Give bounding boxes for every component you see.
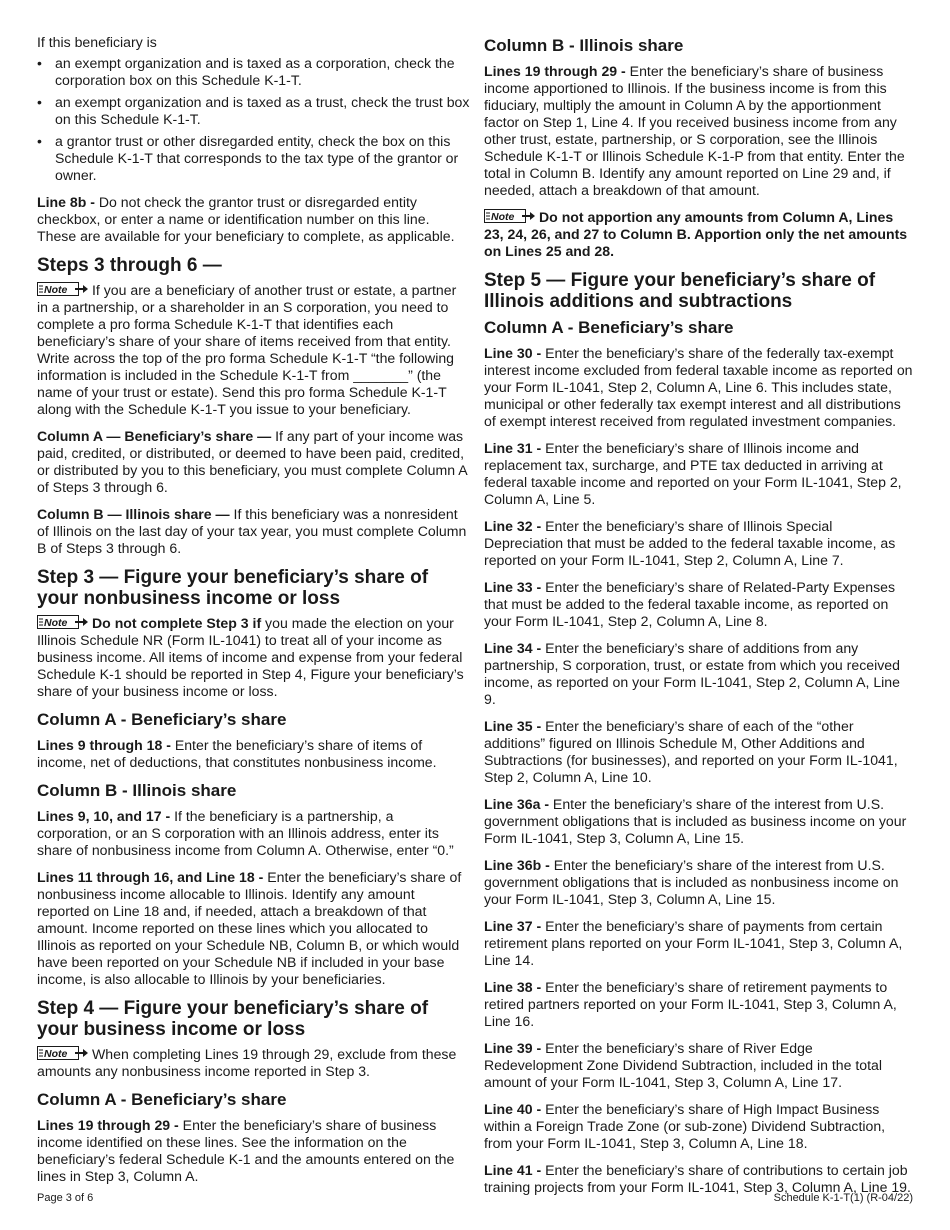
- step-5-heading: Step 5 — Figure your beneficiary’s share of Illinois additions and subtractions: [484, 270, 876, 312]
- step-3-column-b-paragraph-1: [37, 808, 470, 859]
- note-text: If you are a beneficiary of another trust or estate, a partner in a partnership, or a shareholder in an S corporation, you need to complete a pro forma Schedule K-1-T that identifies each beneficiary’s share of your share of items received from that entity. Write across the top of the pro forma Schedule K-1-T “the following information is included in the Schedule K-1-T from _______” (the name of your trust or estate). Send this pro forma Schedule K-1-T along with the Schedule K-1-T you issue to your beneficiary.: [37, 282, 457, 417]
- line-label: Column A — Beneficiary’s share —: [37, 428, 272, 444]
- line-label: Line 40 -: [484, 1101, 542, 1117]
- line-38-paragraph: [484, 979, 914, 1030]
- note-text: you made the election on your Illinois Schedule NR (Form IL-1041) to treat all of your income as business income. All items of income and expense from your federal Schedule K-1 should be reported in Step 4, Figure your beneficiary’s share of your business income or loss.: [37, 615, 464, 699]
- column-b-paragraph: [37, 506, 470, 557]
- line-text: Do not check the grantor trust or disregarded entity checkbox, or enter a name or identification number on this line. These are available for your beneficiary to complete, as applicable.: [37, 194, 455, 244]
- step-4-note: [37, 1046, 470, 1080]
- page-number: Page 3 of 6: [37, 1192, 94, 1204]
- note-text: When completing Lines 19 through 29, exclude from these amounts any nonbusiness income reported in Step 3.: [37, 1046, 457, 1079]
- line-text: Enter the beneficiary’s share of High Impact Business within a Foreign Trade Zone (or sub-zone) Dividend Subtraction, from your Form IL-1041, Step 3, Column A, Line 18.: [484, 1101, 886, 1151]
- line-text: Enter the beneficiary’s share of items of income, net of deductions, that constitutes nonbusiness income.: [37, 737, 437, 770]
- line-text: Enter the beneficiary’s share of retirement payments to retired partners reported on your Form IL-1041, Step 3, Column A, Line 16.: [484, 979, 897, 1029]
- line-text: Enter the beneficiary’s share of each of the “other additions” figured on Illinois Schedule M, Other Additions and Subtractions (for businesses), and reported on your Form IL-1041, Step 2, Column A, Line 10.: [484, 718, 898, 785]
- line-36b-paragraph: [484, 857, 914, 908]
- line-label: Line 30 -: [484, 345, 542, 361]
- line-label: Line 34 -: [484, 640, 542, 656]
- note-bold-text: Do not apportion any amounts from Column A, Lines 23, 24, 26, and 27 to Column B. Apportion only the net amounts on Lines 25 and 28.: [484, 209, 908, 259]
- step-3-note: [37, 615, 470, 700]
- line-41-paragraph: [484, 1162, 914, 1196]
- line-text: Enter the beneficiary’s share of contributions to certain job training projects from your Form IL-1041, Step 3, Column A, Line 19.: [484, 1162, 911, 1195]
- apportion-note: [484, 209, 914, 260]
- steps-3-through-6-note: [37, 282, 470, 418]
- line-label: Line 38 -: [484, 979, 542, 995]
- line-text: Enter the beneficiary’s share of Related-Party Expenses that must be added to the federal taxable income, as reported on your Form IL-1041, Step 2, Column A, Line 8.: [484, 579, 896, 629]
- line-text: Enter the beneficiary’s share of the federally tax-exempt interest income excluded from federal taxable income as reported on your Form IL-1041, Step 2, Column A, Line 6. This includes state, municipal or other federally tax exempt interest and all distributions of exempt interest received from regulated investment companies.: [484, 345, 913, 429]
- line-text: Enter the beneficiary’s share of additions from any partnership, S corporation, trust, or estate from which you received income, as reported on your Form IL-1041, Step 2, Column A, Line 9.: [484, 640, 900, 707]
- line-text: Enter the beneficiary’s share of the interest from U.S. government obligations that is included as nonbusiness income on your Form IL-1041, Step 3, Column A, Line 15.: [484, 857, 899, 907]
- line-text: Enter the beneficiary’s share of the interest from U.S. government obligations that is included as business income on your Form IL-1041, Step 3, Column A, Line 15.: [484, 796, 907, 846]
- line-34-paragraph: [484, 640, 914, 708]
- step-4-column-a-paragraph: [37, 1117, 470, 1185]
- line-label: Lines 11 through 16, and Line 18 -: [37, 869, 264, 885]
- line-8b-paragraph: [37, 194, 470, 245]
- step-3-column-a-paragraph: [37, 737, 470, 771]
- line-text: If the beneficiary is a partnership, a corporation, or an S corporation with an Illinois address, enter its share of nonbusiness income from Column A. Otherwise, enter “0.”: [37, 808, 454, 858]
- note-icon: [37, 282, 89, 296]
- step-4-column-a-heading: Column A - Beneficiary’s share: [37, 1090, 287, 1109]
- line-label: Line 37 -: [484, 918, 542, 934]
- line-text: If any part of your income was paid, credited, or distributed, or deemed to have been paid, credited, or distributed by you to this beneficiary, you must complete Column A of Steps 3 through 6.: [37, 428, 467, 495]
- right-column: [484, 34, 914, 1206]
- line-32-paragraph: [484, 518, 914, 569]
- line-label: Line 8b -: [37, 194, 95, 210]
- line-37-paragraph: [484, 918, 914, 969]
- line-35-paragraph: [484, 718, 914, 786]
- note-icon: [37, 615, 89, 629]
- line-text: Enter the beneficiary’s share of Illinois income and replacement tax, surcharge, and PTE tax deducted in arriving at federal taxable income and reported on your Form IL-1041, Step 2, Column A, Line 5.: [484, 440, 902, 507]
- line-text: Enter the beneficiary’s share of business income identified on these lines. See the information on the beneficiary’s federal Schedule K-1 and the amounts entered on the lines in Step 3, Column A.: [37, 1117, 455, 1184]
- svg-text:Note: Note: [44, 284, 68, 296]
- steps-3-through-6-heading: Steps 3 through 6 —: [37, 255, 222, 276]
- note-bold-text: Do not complete Step 3 if: [92, 615, 262, 631]
- line-label: Line 39 -: [484, 1040, 542, 1056]
- step-3-column-b-paragraph-2: [37, 869, 470, 988]
- line-label: Line 36b -: [484, 857, 550, 873]
- line-label: Line 31 -: [484, 440, 542, 456]
- line-text: If this beneficiary was a nonresident of Illinois on the last day of your tax year, you must complete Column B of Steps 3 through 6.: [37, 506, 467, 556]
- svg-text:Note: Note: [491, 211, 515, 223]
- column-a-paragraph: [37, 428, 470, 496]
- step-4-heading: Step 4 — Figure your beneficiary’s share of your business income or loss: [37, 998, 429, 1040]
- step-3-column-b-heading: Column B - Illinois share: [37, 781, 237, 800]
- line-30-paragraph: [484, 345, 914, 430]
- line-36a-paragraph: [484, 796, 914, 847]
- step-5-line-list: [484, 345, 914, 1196]
- list-item: • a grantor trust or other disregarded entity, check the box on this Schedule K-1-T that corresponds to the tax type of the grantor or owner.: [37, 133, 470, 184]
- line-label: Line 33 -: [484, 579, 542, 595]
- svg-text:Note: Note: [44, 1048, 68, 1060]
- line-label: Lines 19 through 29 -: [37, 1117, 179, 1133]
- step-3-heading: Step 3 — Figure your beneficiary’s share of your nonbusiness income or loss: [37, 567, 429, 609]
- line-text: Enter the beneficiary’s share of River Edge Redevelopment Zone Dividend Subtraction, included in the total amount of your Form IL-1041, Step 3, Column A, Line 17.: [484, 1040, 883, 1090]
- left-column: [37, 34, 470, 1195]
- note-icon: [37, 1046, 89, 1060]
- line-label: Line 32 -: [484, 518, 542, 534]
- line-label: Column B — Illinois share —: [37, 506, 230, 522]
- step-4-column-b-heading: Column B - Illinois share: [484, 36, 684, 55]
- line-label: Lines 19 through 29 -: [484, 63, 626, 79]
- line-text: Enter the beneficiary’s share of Illinois Special Depreciation that must be added to the federal taxable income, as reported on your Form IL-1041, Step 2, Column A, Line 7.: [484, 518, 896, 568]
- line-text: Enter the beneficiary’s share of payments from certain retirement plans reported on your Form IL-1041, Step 3, Column A, Line 14.: [484, 918, 903, 968]
- line-31-paragraph: [484, 440, 914, 508]
- line-label: Lines 9 through 18 -: [37, 737, 171, 753]
- beneficiary-intro: If this beneficiary is: [37, 34, 157, 50]
- svg-text:Note: Note: [44, 617, 68, 629]
- step-4-column-b-paragraph: [484, 63, 914, 199]
- line-label: Line 36a -: [484, 796, 550, 812]
- beneficiary-type-list: [37, 55, 470, 184]
- form-identifier: Schedule K-1-T(1) (R-04/22): [773, 1192, 913, 1204]
- line-label: Line 41 -: [484, 1162, 542, 1178]
- line-label: Lines 9, 10, and 17 -: [37, 808, 171, 824]
- line-40-paragraph: [484, 1101, 914, 1152]
- step-5-column-a-heading: Column A - Beneficiary’s share: [484, 318, 734, 337]
- line-text: Enter the beneficiary’s share of nonbusiness income allocable to Illinois. Identify any amount reported on Line 18 and, if needed, attach a breakdown of that amount. Income reported on these lines which you allocated to Illinois as reported on your Schedule NB, Column B, or which would have been reported on your Schedule NB if included in your base income, is also allocable to Illinois by your beneficiaries.: [37, 869, 462, 987]
- list-item: • an exempt organization and is taxed as a corporation, check the corporation box on this Schedule K-1-T.: [37, 55, 470, 89]
- note-icon: [484, 209, 536, 223]
- list-item: • an exempt organization and is taxed as a trust, check the trust box on this Schedule K-1-T.: [37, 94, 470, 128]
- line-text: Enter the beneficiary’s share of business income apportioned to Illinois. If the business income is from this fiduciary, multiply the amount in Column A by the apportionment factor on Step 1, Line 4. If you received business income from any other trust, estate, partnership, or S corporation, see the Illinois Schedule K-1-T or Illinois Schedule K-1-P from that entity. Enter the total in Column B. Identify any amount reported on Line 29 and, if needed, attach a breakdown of that amount.: [484, 63, 905, 198]
- line-label: Line 35 -: [484, 718, 542, 734]
- line-39-paragraph: [484, 1040, 914, 1091]
- line-33-paragraph: [484, 579, 914, 630]
- step-3-column-a-heading: Column A - Beneficiary’s share: [37, 710, 287, 729]
